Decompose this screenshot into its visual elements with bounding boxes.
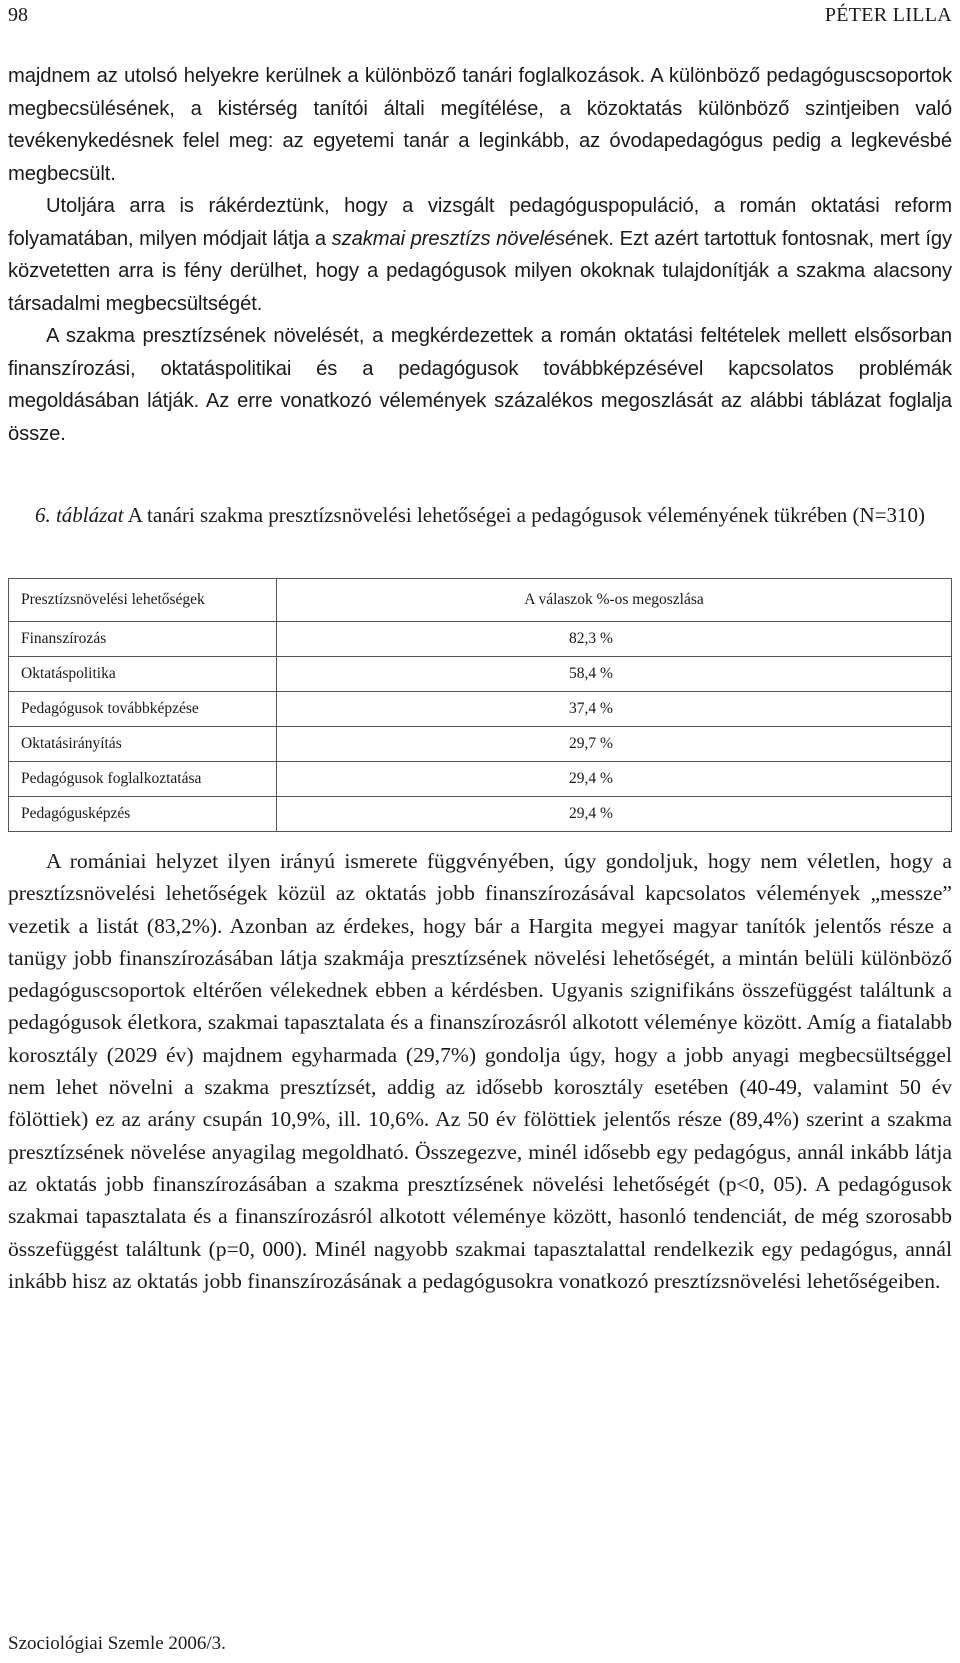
page-number: 98 — [8, 4, 28, 26]
table-cell-label: Pedagógusképzés — [9, 797, 277, 832]
table-cell-value: 29,7 % — [277, 727, 952, 762]
table-row — [9, 762, 952, 797]
table-caption-text: A tanári szakma presztízsnövelési lehetőségei a pedagógusok véleményének tükrében (N=310) — [123, 503, 926, 527]
table-row — [9, 727, 952, 762]
table-caption — [8, 500, 952, 530]
paragraph-2-text-end: nek. Ezt azért tartottuk fontosnak, mert így közvetetten arra is fény derülhet, hogy a pedagógusok milyen okoknak tulajdonítják a szakma alacsony társadalmi megbecsültségét. — [8, 227, 952, 315]
table-cell-value: 58,4 % — [277, 657, 952, 692]
paragraph-3: A szakma presztízsének növelését, a megkérdezettek a román oktatási feltételek mellett elsősorban finanszírozási, oktatáspolitikai és a pedagógusok továbbképzésével kapcsolatos problémák megoldásában látják. Az erre vonatkozó vélemények százalékos megoszlását az alábbi táblázat foglalja össze. — [8, 325, 952, 445]
table-cell-label: Pedagógusok foglalkoztatása — [9, 762, 277, 797]
table-header-cell: A válaszok %-os megoszlása — [277, 579, 952, 622]
table-cell-value: 37,4 % — [277, 692, 952, 727]
paragraph-2-text-start: Utoljára arra is rákérdeztünk, hogy a vizsgált pedagóguspopuláció, a román oktatási reform folyamatában, milyen módjait látja a — [8, 195, 952, 250]
table-row — [9, 657, 952, 692]
table-row — [9, 797, 952, 832]
paragraph-2-italic: szakmai presztízs növelésé — [331, 227, 577, 250]
running-header — [8, 0, 952, 30]
table-row — [9, 692, 952, 727]
table-cell-label: Finanszírozás — [9, 622, 277, 657]
table-cell-label: Pedagógusok továbbképzése — [9, 692, 277, 727]
table-cell-value: 82,3 % — [277, 622, 952, 657]
table-row — [9, 622, 952, 657]
data-table — [8, 578, 952, 832]
paragraph-4: A romániai helyzet ilyen irányú ismerete függvényében, úgy gondoljuk, hogy nem véletlen, hogy a presztízsnövelési lehetőségek közül az oktatás jobb finanszírozásával kapcsolatos vélemények „messze” vezetik a listát (83,2%). Azonban az érdekes, hogy bár a Hargita megyei magyar tanítók jelentős része a tanügy jobb finanszírozásában látja szakmája presztízsének növelési lehetőségét, a mintán belüli különböző pedagóguscsoportok eltérően vélekednek ebben a kérdésben. Ugyanis szignifikáns összefüggést találtunk a pedagógusok életkora, szakmai tapasztalata és a finanszírozásról alkotott véleménye között. Amíg a fiatalabb korosztály (2029 év) majdnem egyharmada (29,7%) gondolja úgy, hogy a jobb anyagi megbecsültséggel nem lehet növelni a szakma presztízsét, addig az idősebb korosztály esetében (40-49, valamint 50 év fölöttiek) ez az arány csupán 10,9%, ill. 10,6%. Az 50 év fölöttiek jelentős része (89,4%) szerint a szakma presztízsének növelése anyagilag megoldható. Összegezve, minél idősebb egy pedagógus, annál inkább látja az oktatás jobb finanszírozásában a szakma presztízsének növelési lehetőségét (p<0, 05). A pedagógusok szakmai tapasztalata és a finanszírozásról alkotott véleménye között, hasonló tendenciát, de még szorosabb összefüggést találtunk (p=0, 000). Minél nagyobb szakmai tapasztalattal rendelkezik egy pedagógus, annál inkább hisz az oktatás jobb finanszírozásának a pedagógusokra vonatkozó presztízsnövelési lehetőségeiben. — [8, 849, 952, 1293]
paragraph-1: majdnem az utolsó helyekre kerülnek a különböző tanári foglalkozások. A különböző pedagóguscsoportok megbecsülésének, a kistérség tanítói általi megítélése, a közoktatás különböző szintjeiben való tevékenykedésnek felel meg: az egyetemi tanár a leginkább, az óvodapedagógus pedig a legkevésbé megbecsült. — [8, 65, 952, 185]
table-header-cell: Presztízsnövelési lehetőségek — [9, 579, 277, 622]
table-cell-value: 29,4 % — [277, 762, 952, 797]
paragraph-2 — [8, 190, 952, 320]
table-cell-value: 29,4 % — [277, 797, 952, 832]
table-cell-label: Oktatáspolitika — [9, 657, 277, 692]
table-caption-label: 6. táblázat — [34, 503, 124, 527]
table-cell-label: Oktatásirányítás — [9, 727, 277, 762]
document-page — [8, 0, 952, 1663]
footer-journal: Szociológiai Szemle 2006/3. — [8, 1633, 226, 1654]
table-header-row — [9, 579, 952, 622]
running-head-author: PÉTER LILLA — [824, 4, 952, 26]
